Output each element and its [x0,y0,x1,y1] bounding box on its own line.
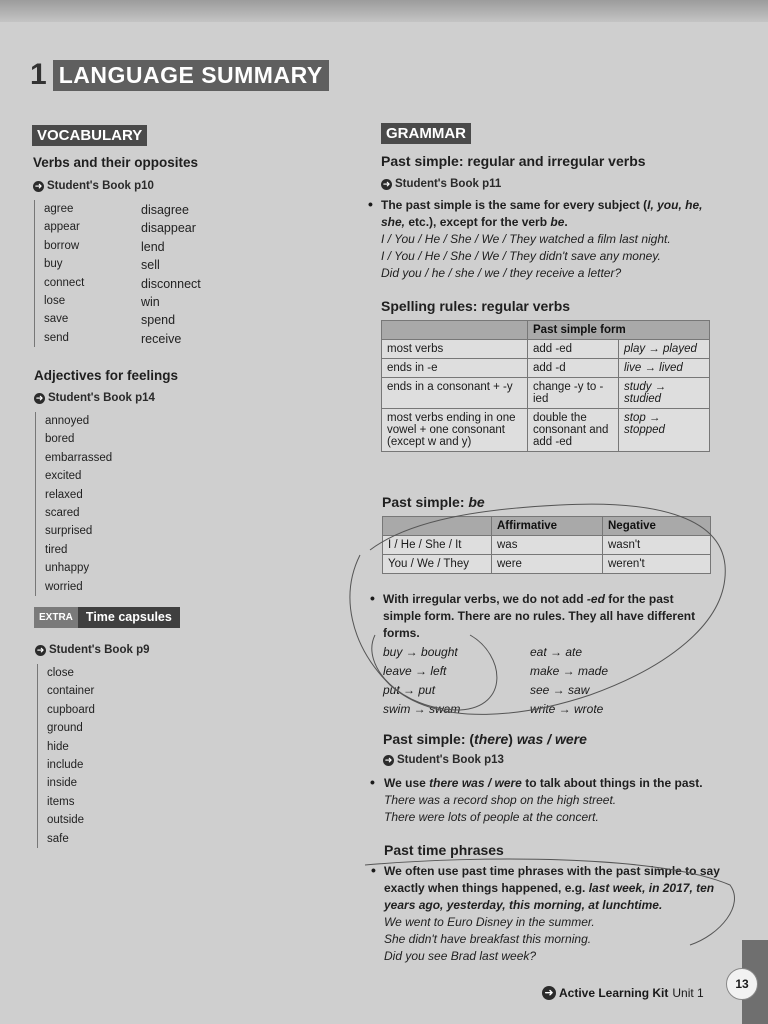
table-cell: add -d [528,359,619,378]
table-row [382,409,710,452]
col-affirmative: Affirmative [492,517,603,536]
list-item: buy → bought [383,645,458,659]
unit-number: 1 [30,58,47,91]
example-1: I / You / He / She / We / They watched a film last night. [381,232,671,246]
list-item: bored [45,433,75,446]
table-cell: wasn't [603,536,711,555]
table-cell: was [492,536,603,555]
time-capsules-list [37,664,95,848]
col-negative: Negative [603,517,711,536]
extra-time-capsules [34,607,180,628]
example-1: There was a record shop on the high street. [384,793,617,807]
list-item: outside [47,814,85,827]
extra-tag: EXTRA [34,607,78,628]
list-item: lose [44,294,66,307]
grammar-header: GRAMMAR [381,123,471,144]
irregular-verbs-left [383,643,460,719]
list-item: disconnect [141,276,201,291]
bullet: • [371,862,376,878]
table-row [382,359,710,378]
list-item: close [47,667,74,679]
table-cell: were [492,555,603,574]
past-be-title: Past simple: be [382,494,485,510]
list-item: borrow [44,239,80,252]
list-item: win [141,294,160,309]
arrow-right-icon: ➜ [34,180,43,191]
list-item: container [47,685,95,698]
time-phrases-rule: We often use past time phrases with the past simple to say exactly when things happened, e.g. last week, in 2017, ten years ago, yesterday, this morning, at lunchtime. We went to Euro Disney in the summer. She didn't have breakfast this morning. Did you see Brad last week? [384,863,724,965]
past-be-table [382,516,711,574]
there-was-rule: We use there was / were to talk about things in the past. There was a record shop on the high street. There were lots of people at the concert. [384,775,714,826]
list-item: buy [44,258,63,271]
table-cell: You / We / They [383,555,492,574]
table-cell: stop → stopped [619,409,710,452]
unit-title: LANGUAGE SUMMARY [53,60,329,91]
list-item: agree [44,203,74,215]
table-cell: change -y to -ied [528,378,619,409]
list-item: cupboard [47,703,95,716]
page-number: 13 [726,968,758,1000]
list-item: include [47,758,84,771]
past-simple-rule: The past simple is the same for every subject (I, you, he, she, etc.), except for the verb be. I / You / He / She / We / They watched a film last night. I / You / He / She / We / They didn't save any money. Did you / he / she / we / they receive a letter? [381,197,721,282]
verbs-book-ref[interactable]: ➜ Student's Book p10 [34,180,154,192]
list-item: surprised [45,525,93,538]
table-cell: add -ed [528,340,619,359]
table-cell: most verbs ending in one vowel + one consonant (except w and y) [382,409,528,452]
list-item: relaxed [45,488,83,501]
arrow-right-icon: ➜ [542,986,556,1000]
list-item: unhappy [45,562,90,575]
list-item: sell [141,258,160,273]
table-header: Past simple form [528,321,710,340]
list-item: hide [47,740,69,753]
example-3: Did you / he / she / we / they receive a letter? [381,266,622,280]
list-item: swim → swam [383,702,461,716]
table-row [383,555,711,574]
irregular-rule: With irregular verbs, we do not add -ed for the past simple form. There are no rules. They all have different forms. [383,592,696,640]
verbs-list [34,200,84,347]
extra-book-ref[interactable]: ➜ Student's Book p9 [36,644,150,656]
table-cell: ends in -e [382,359,528,378]
list-item: safe [47,832,69,845]
vocabulary-header: VOCABULARY [32,125,147,146]
list-item: write → wrote [530,702,604,716]
list-item: lend [141,239,165,254]
table-cell: most verbs [382,340,528,359]
footer-brand: ➜ Active Learning Kit Unit 1 [542,986,704,1000]
adjectives-title: Adjectives for feelings [34,368,179,383]
list-item: receive [141,331,182,346]
extra-title: Time capsules [78,607,180,628]
example-2: I / You / He / She / We / They didn't save any money. [381,249,661,263]
past-simple-book-ref[interactable]: ➜ Student's Book p11 [382,178,502,190]
example-3: Did you see Brad last week? [384,949,537,963]
list-item: appear [44,221,80,234]
example-1: We went to Euro Disney in the summer. [384,915,595,929]
table-cell: double the consonant and add -ed [528,409,619,452]
verbs-opposites-title: Verbs and their opposites [33,155,199,170]
unit-heading [30,58,329,92]
spelling-rules-table [381,320,710,452]
adjectives-list [35,412,112,596]
list-item: annoyed [45,415,90,427]
list-item: scared [45,506,80,519]
page-top-edge [0,0,768,22]
table-row [383,536,711,555]
list-item: tired [45,543,68,556]
past-simple-title: Past simple: regular and irregular verbs [381,153,646,169]
list-item: excited [45,470,82,483]
table-cell: weren't [603,555,711,574]
table-cell: ends in a consonant + -y [382,378,528,409]
table-row [382,378,710,409]
list-item: connect [44,276,85,289]
list-item: disappear [141,221,196,236]
example-2: There were lots of people at the concert. [384,810,599,824]
bullet: • [370,774,375,790]
there-was-title: Past simple: (there) was / were [383,731,587,747]
list-item: leave → left [383,664,447,678]
irregular-verbs-right [530,643,608,719]
table-cell: I / He / She / It [383,536,492,555]
list-item: ground [47,722,83,735]
list-item: worried [45,580,83,593]
list-item: spend [141,313,176,328]
table-cell: live → lived [619,359,710,378]
list-item: inside [47,777,78,790]
list-item: disagree [141,203,189,217]
list-item: save [44,313,69,326]
list-item: send [44,331,69,344]
bullet: • [368,196,373,212]
list-item: eat → ate [530,645,583,659]
there-was-book-ref[interactable]: ➜ Student's Book p13 [384,754,504,766]
table-row [382,340,710,359]
bullet: • [370,590,375,606]
arrow-right-icon: ➜ [35,392,44,403]
list-item: make → made [530,664,609,678]
time-phrases-title: Past time phrases [384,842,504,858]
list-item: embarrassed [45,451,113,464]
adjectives-book-ref[interactable]: ➜ Student's Book p14 [35,392,155,404]
example-2: She didn't have breakfast this morning. [384,932,592,946]
spelling-rules-title: Spelling rules: regular verbs [381,298,571,314]
arrow-right-icon: ➜ [384,754,393,765]
arrow-right-icon: ➜ [382,178,391,189]
list-item: put → put [383,683,436,697]
table-cell: study → studied [619,378,710,409]
arrow-right-icon: ➜ [36,644,45,655]
list-item: see → saw [530,683,590,697]
table-cell: play → played [619,340,710,359]
list-item: items [47,795,75,808]
opposites-list [141,201,201,348]
